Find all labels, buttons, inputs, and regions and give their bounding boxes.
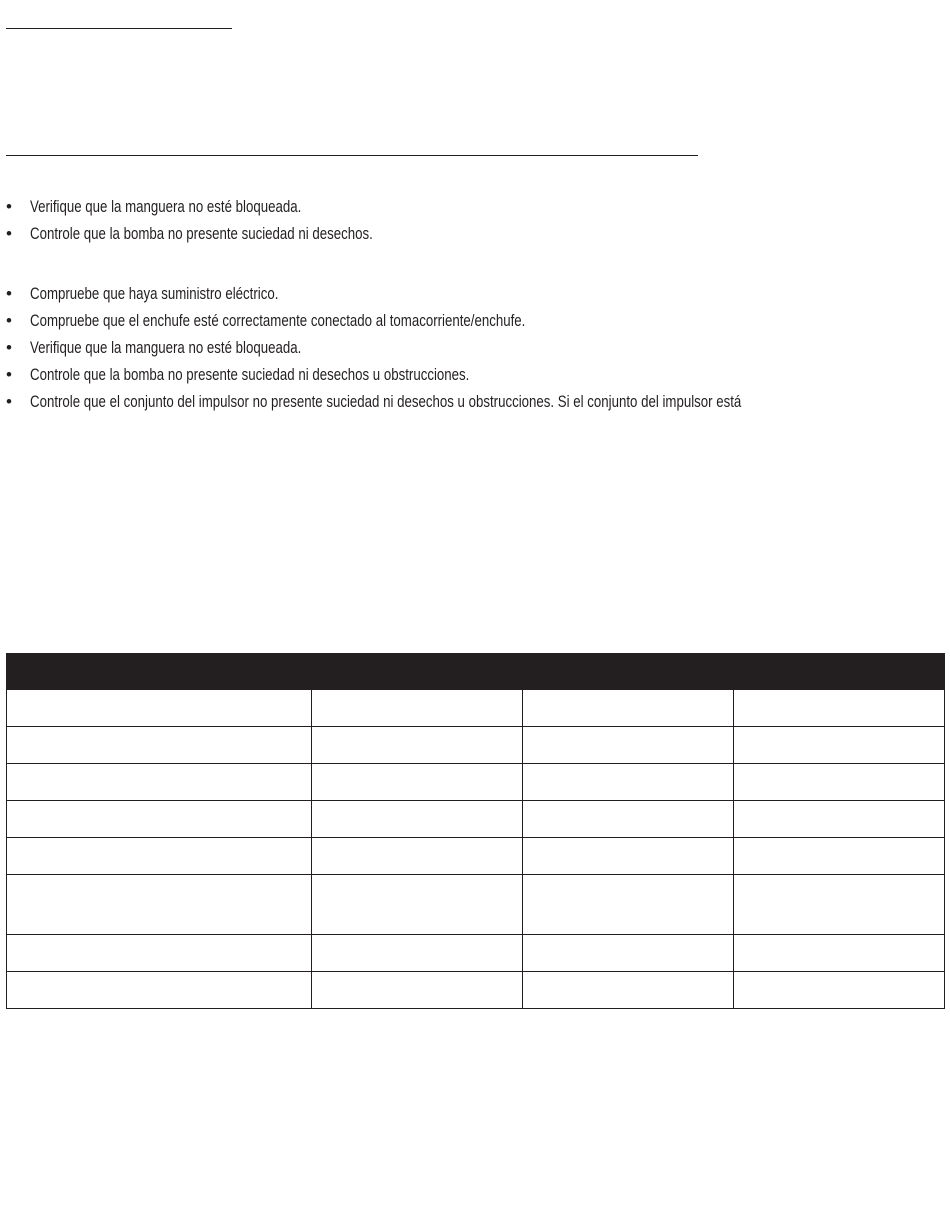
list-item: • Controle que la bomba no presente suciedad ni desechos. — [6, 220, 469, 247]
table-row — [7, 690, 945, 727]
table-cell — [523, 935, 734, 972]
bullet-icon: • — [6, 311, 12, 330]
bullet-icon: • — [6, 284, 12, 303]
list-item: • Controle que la bomba no presente suciedad ni desechos u obstrucciones. — [6, 361, 942, 388]
table-cell — [734, 935, 945, 972]
bullet-icon: • — [6, 224, 12, 243]
table-cell — [734, 727, 945, 764]
bullet-icon: • — [6, 392, 12, 411]
table-cell — [523, 838, 734, 875]
table-cell — [734, 972, 945, 1009]
table-header-cell — [312, 654, 523, 690]
table-cell — [312, 764, 523, 801]
table-row — [7, 935, 945, 972]
table-cell — [734, 838, 945, 875]
table-cell — [734, 764, 945, 801]
table-cell — [312, 972, 523, 1009]
table-cell — [312, 727, 523, 764]
table-cell — [523, 764, 734, 801]
list-item: • Verifique que la manguera no esté bloqueada. — [6, 334, 942, 361]
table-cell — [734, 875, 945, 935]
table-cell — [7, 875, 312, 935]
table-cell — [7, 764, 312, 801]
table-cell — [7, 801, 312, 838]
table-header-cell — [734, 654, 945, 690]
table-cell — [7, 838, 312, 875]
list-item: • Compruebe que haya suministro eléctrico. — [6, 280, 942, 307]
table-cell — [312, 875, 523, 935]
troubleshooting-table — [6, 653, 945, 1009]
table-row — [7, 972, 945, 1009]
table-cell — [7, 935, 312, 972]
bullet-icon: • — [6, 365, 12, 384]
table-cell — [7, 690, 312, 727]
table-row — [7, 875, 945, 935]
heading-rule-short — [6, 28, 232, 29]
bullet-list-second — [6, 280, 942, 415]
table-cell — [734, 801, 945, 838]
table-row — [7, 801, 945, 838]
table-header-row — [7, 654, 945, 690]
table-cell — [7, 972, 312, 1009]
table-cell — [734, 690, 945, 727]
table-header-cell — [7, 654, 312, 690]
table-cell — [312, 838, 523, 875]
table-cell — [523, 875, 734, 935]
bullet-icon: • — [6, 338, 12, 357]
table-cell — [7, 727, 312, 764]
table-row — [7, 727, 945, 764]
table-cell — [312, 801, 523, 838]
list-item: • Verifique que la manguera no esté bloqueada. — [6, 193, 469, 220]
bullet-icon: • — [6, 197, 12, 216]
table-cell — [523, 690, 734, 727]
list-item: • Controle que el conjunto del impulsor no presente suciedad ni desechos u obstrucciones. Si el conjunto del impulsor está — [6, 388, 942, 415]
table-cell — [523, 972, 734, 1009]
heading-rule-long — [6, 155, 698, 156]
table-cell — [312, 690, 523, 727]
bullet-list-first — [6, 193, 469, 247]
table-cell — [523, 727, 734, 764]
list-item: • Compruebe que el enchufe esté correctamente conectado al tomacorriente/enchufe. — [6, 307, 942, 334]
table-cell — [312, 935, 523, 972]
table-cell — [523, 801, 734, 838]
table-header-cell — [523, 654, 734, 690]
table-row — [7, 764, 945, 801]
table-row — [7, 838, 945, 875]
